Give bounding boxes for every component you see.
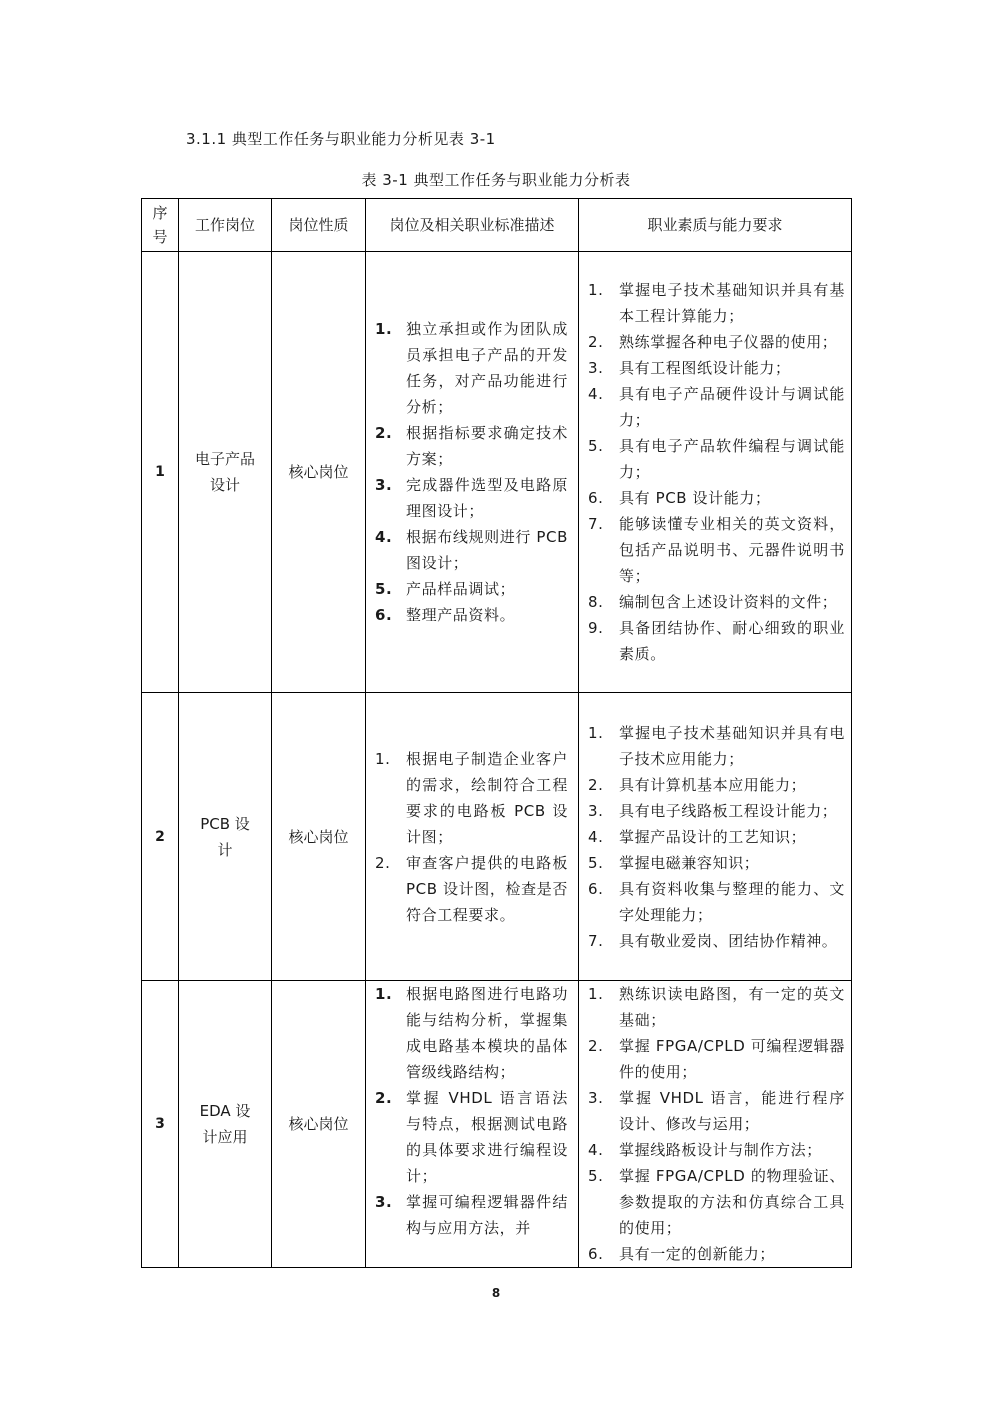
list-item (366, 420, 574, 472)
list-item (579, 355, 851, 381)
description-list (366, 981, 574, 1241)
item-number: 3. (588, 1089, 604, 1107)
row-index: 3 (142, 981, 179, 1268)
item-number: 3. (588, 359, 604, 377)
post-name: EDA 设计应用 (179, 981, 272, 1268)
list-item (579, 277, 851, 329)
list-item (579, 876, 851, 928)
item-text: 独立承担或作为团队成员承担电子产品的开发任务，对产品功能进行分析； (406, 320, 568, 416)
list-item (366, 850, 574, 928)
header-description: 岗位及相关职业标准描述 (366, 199, 579, 252)
item-number: 2. (588, 1037, 604, 1055)
section-heading: 3.1.1 典型工作任务与职业能力分析见表 3-1 (186, 130, 496, 148)
list-item (366, 472, 574, 524)
list-item (579, 772, 851, 798)
item-number: 4. (375, 528, 393, 546)
post-nature: 核心岗位 (272, 252, 366, 693)
requirements-cell (579, 252, 852, 693)
item-text: 具有电子线路板工程设计能力； (619, 801, 838, 820)
list-item (579, 381, 851, 433)
item-number: 6. (588, 489, 604, 507)
list-item (579, 720, 851, 772)
item-number: 1. (588, 985, 604, 1003)
requirements-cell (579, 693, 852, 981)
item-text: 具有敬业爱岗、团结协作精神。 (619, 931, 838, 950)
list-item (366, 746, 574, 850)
item-text: 完成器件选型及电路原理图设计； (406, 476, 568, 520)
item-number: 7. (588, 515, 604, 533)
header-index: 序号 (142, 199, 179, 252)
list-item (579, 1163, 851, 1241)
item-number: 5. (588, 437, 604, 455)
item-text: 掌握电磁兼容知识； (619, 853, 760, 872)
item-text: 具有工程图纸设计能力； (619, 359, 791, 377)
item-text: 能够读懂专业相关的英文资料，包括产品说明书、元器件说明书等； (619, 515, 845, 585)
list-item (366, 1189, 574, 1241)
list-item (579, 511, 851, 589)
description-cell (366, 981, 579, 1268)
list-item (579, 329, 851, 355)
description-cell (366, 252, 579, 693)
item-number: 4. (588, 827, 604, 846)
item-number: 6. (588, 879, 604, 898)
description-cell (366, 693, 579, 981)
item-number: 1. (588, 281, 604, 299)
list-item (579, 1137, 851, 1163)
table-row (142, 981, 852, 1268)
item-text: 具有一定的创新能力； (619, 1245, 776, 1263)
item-text: 掌握 FPGA/CPLD 的物理验证、参数提取的方法和仿真综合工具的使用； (619, 1167, 845, 1237)
item-number: 2. (375, 1089, 393, 1107)
list-item (579, 1085, 851, 1137)
item-number: 4. (588, 1141, 604, 1159)
item-text: 具有计算机基本应用能力； (619, 775, 807, 794)
item-number: 3. (375, 476, 393, 494)
item-number: 2. (588, 775, 604, 794)
item-number: 3. (588, 801, 604, 820)
item-text: 审查客户提供的电路板 PCB 设计图，检查是否符合工程要求。 (406, 853, 568, 924)
item-text: 掌握线路板设计与制作方法； (619, 1141, 822, 1159)
list-item (366, 1085, 574, 1189)
item-text: 掌握电子技术基础知识并具有基本工程计算能力； (619, 281, 845, 325)
item-text: 产品样品调试； (406, 580, 516, 598)
list-item (579, 615, 851, 667)
list-item (579, 433, 851, 485)
item-number: 1. (375, 749, 391, 768)
requirements-list (579, 720, 851, 954)
item-text: 具有电子产品硬件设计与调试能力； (619, 385, 845, 429)
item-number: 3. (375, 1193, 393, 1211)
table-row (142, 252, 852, 693)
item-number: 8. (588, 593, 604, 611)
item-text: 掌握 FPGA/CPLD 可编程逻辑器件的使用； (619, 1037, 845, 1081)
item-text: 掌握产品设计的工艺知识； (619, 827, 807, 846)
list-item (366, 576, 574, 602)
item-number: 6. (588, 1245, 604, 1263)
table-row (142, 693, 852, 981)
list-item (579, 589, 851, 615)
item-text: 具有电子产品软件编程与调试能力； (619, 437, 845, 481)
header-post: 工作岗位 (179, 199, 272, 252)
post-name: 电子产品设计 (179, 252, 272, 693)
item-text: 掌握 VHDL 语言语法与特点，根据测试电路的具体要求进行编程设计； (406, 1089, 568, 1185)
item-text: 整理产品资料。 (406, 606, 516, 624)
item-number: 7. (588, 931, 604, 950)
item-text: 根据指标要求确定技术方案； (406, 424, 568, 468)
item-text: 具有资料收集与整理的能力、文字处理能力； (619, 879, 845, 924)
item-number: 5. (588, 853, 604, 872)
item-number: 1. (588, 723, 604, 742)
list-item (579, 850, 851, 876)
list-item (579, 798, 851, 824)
page-number: 8 (491, 1286, 501, 1300)
list-item (579, 824, 851, 850)
item-text: 掌握可编程逻辑器件结构与应用方法，并 (406, 1193, 568, 1237)
item-number: 5. (588, 1167, 604, 1185)
item-number: 2. (588, 333, 604, 351)
item-text: 熟练掌握各种电子仪器的使用； (619, 333, 838, 351)
item-text: 掌握 VHDL 语言，能进行程序设计、修改与运用； (619, 1089, 845, 1133)
item-text: 根据布线规则进行 PCB 图设计； (406, 528, 568, 572)
list-item (366, 602, 574, 628)
post-name: PCB 设计 (179, 693, 272, 981)
list-item (366, 316, 574, 420)
item-text: 根据电子制造企业客户的需求，绘制符合工程要求的电路板 PCB 设计图； (406, 749, 568, 846)
item-number: 9. (588, 619, 604, 637)
list-item (366, 524, 574, 576)
list-item (579, 485, 851, 511)
requirements-list (579, 981, 851, 1267)
header-requirements: 职业素质与能力要求 (579, 199, 852, 252)
item-number: 1. (375, 985, 393, 1003)
item-text: 根据电路图进行电路功能与结构分析，掌握集成电路基本模块的晶体管级线路结构； (406, 985, 568, 1081)
requirements-cell (579, 981, 852, 1268)
post-nature: 核心岗位 (272, 981, 366, 1268)
item-text: 掌握电子技术基础知识并具有电子技术应用能力； (619, 723, 845, 768)
requirements-list (579, 277, 851, 667)
item-text: 具有 PCB 设计能力； (619, 489, 771, 507)
description-list (366, 316, 574, 628)
table-caption: 表 3-1 典型工作任务与职业能力分析表 (361, 171, 631, 189)
list-item (579, 1033, 851, 1085)
row-index: 1 (142, 252, 179, 693)
item-number: 2. (375, 424, 393, 442)
table-header-row (142, 199, 852, 252)
list-item (366, 981, 574, 1085)
post-nature: 核心岗位 (272, 693, 366, 981)
list-item (579, 981, 851, 1033)
item-number: 1. (375, 320, 393, 338)
item-number: 6. (375, 606, 393, 624)
item-text: 编制包含上述设计资料的文件； (619, 593, 838, 611)
item-text: 熟练识读电路图，有一定的英文基础； (619, 985, 845, 1029)
description-list (366, 746, 574, 928)
list-item (579, 928, 851, 954)
item-text: 具备团结协作、耐心细致的职业素质。 (619, 619, 845, 663)
item-number: 2. (375, 853, 391, 872)
task-ability-table (141, 198, 852, 1268)
header-nature: 岗位性质 (272, 199, 366, 252)
row-index: 2 (142, 693, 179, 981)
list-item (579, 1241, 851, 1267)
item-number: 5. (375, 580, 393, 598)
item-number: 4. (588, 385, 604, 403)
